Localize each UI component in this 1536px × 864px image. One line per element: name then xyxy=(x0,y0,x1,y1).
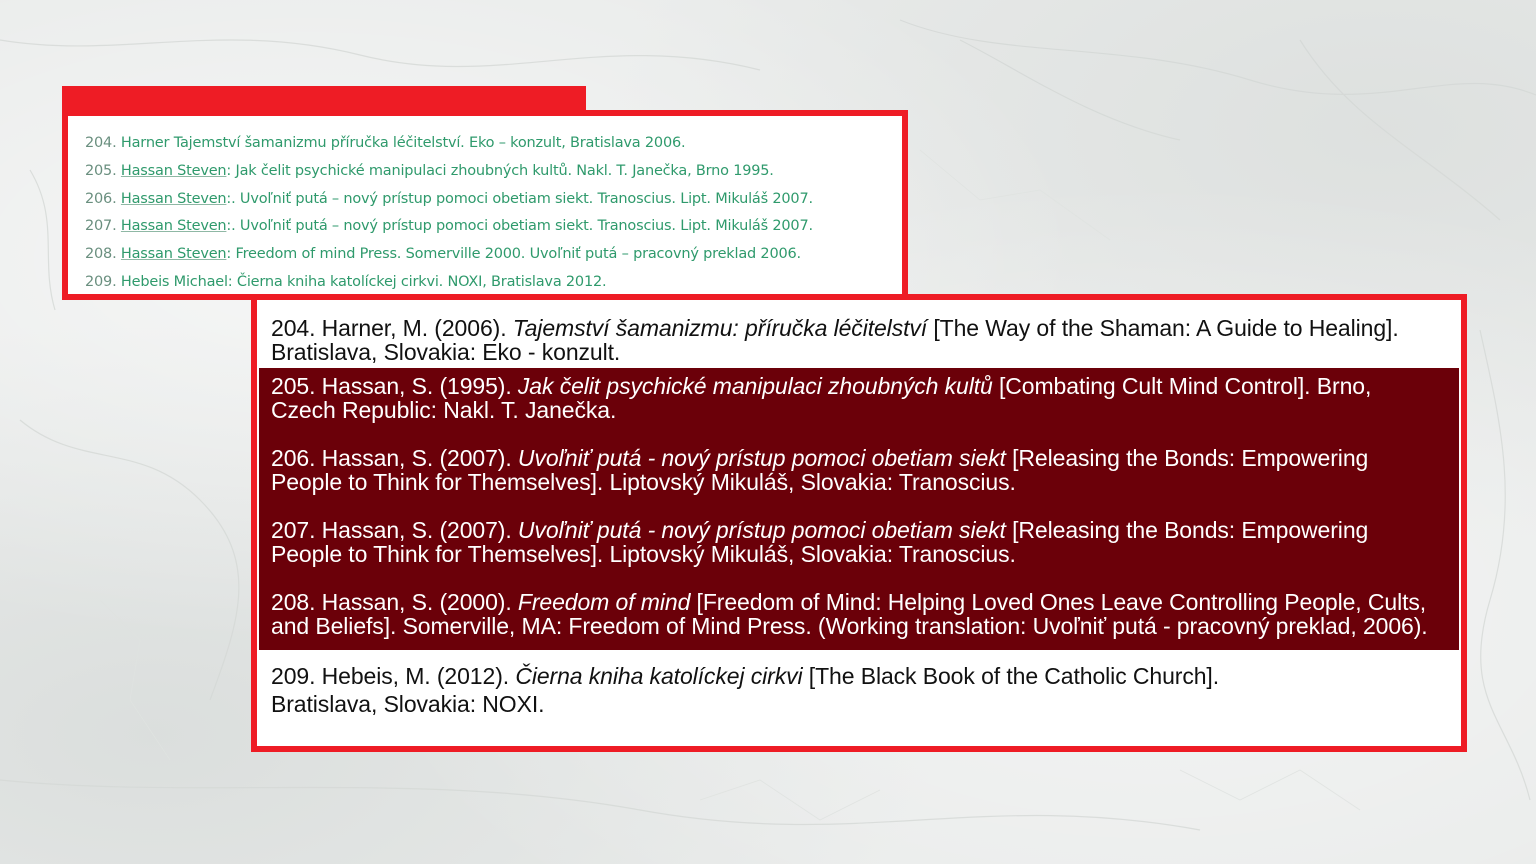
corrected-reference-208 xyxy=(259,590,1459,638)
reference-title: Tajemství šamanizmu: příručka léčitelství xyxy=(512,315,928,341)
corrected-reference-205 xyxy=(259,374,1459,422)
reference-lead: 205. Hassan, S. (1995). xyxy=(271,373,518,399)
reference-number: 204. xyxy=(85,135,117,151)
original-reference-207 xyxy=(85,213,892,241)
reference-author-link[interactable]: Hassan Steven xyxy=(120,162,227,179)
corrected-reference-206 xyxy=(259,446,1459,494)
reference-details: [Freedom of Mind: Helping Loved Ones Leave Controlling People, Cults, and Beliefs]. Somerville, MA: Freedom of Mind Press. (Working translation: Uvoľniť putá - pracovný preklad, 2006). xyxy=(271,589,1428,639)
reference-lead: 209. Hebeis, M. (2012). xyxy=(271,663,516,689)
original-reference-205 xyxy=(85,158,892,186)
reference-number: 206. xyxy=(85,190,117,207)
reference-title: Freedom of mind xyxy=(517,589,691,615)
original-references-list xyxy=(85,130,892,297)
reference-text: : Jak čelit psychické manipulaci zhoubných kultů. Nakl. T. Janečka, Brno 1995. xyxy=(226,162,774,179)
original-reference-208 xyxy=(85,241,892,269)
reference-number: 208. xyxy=(85,246,117,263)
original-reference-206 xyxy=(85,186,892,214)
reference-text: :. Uvoľniť putá – nový prístup pomoci obetiam siekt. Tranoscius. Lipt. Mikuláš 2007. xyxy=(226,218,813,235)
original-reference-204 xyxy=(85,130,892,158)
reference-details: [Releasing the Bonds: Empowering People to Think for Themselves]. Liptovský Mikuláš, Slovakia: Tranoscius. xyxy=(271,517,1369,567)
reference-lead: 206. Hassan, S. (2007). xyxy=(271,445,518,471)
reference-text: : Freedom of mind Press. Somerville 2000. Uvoľniť putá – pracovný preklad 2006. xyxy=(226,246,801,263)
reference-author-link[interactable]: Hassan Steven xyxy=(120,190,227,207)
reference-author-link[interactable]: Hassan Steven xyxy=(120,218,227,235)
reference-details: [The Black Book of the Catholic Church]. xyxy=(802,663,1220,689)
reference-details: [The Way of the Shaman: A Guide to Healing]. Bratislava, Slovakia: Eko - konzult. xyxy=(271,315,1399,365)
reference-text: Hebeis Michael: Čierna kniha katolíckej cirkvi. NOXI, Bratislava 2012. xyxy=(120,273,607,290)
corrected-reference-209 xyxy=(259,650,1459,718)
reference-title: Uvoľniť putá - nový prístup pomoci obetiam siekt xyxy=(517,445,1006,471)
corrected-references-content xyxy=(259,302,1459,744)
corrected-reference-204 xyxy=(259,302,1459,366)
reference-number: 207. xyxy=(85,218,117,235)
reference-details-line2: Bratislava, Slovakia: NOXI. xyxy=(271,691,545,717)
reference-details: [Combating Cult Mind Control]. Brno, Czech Republic: Nakl. T. Janečka. xyxy=(271,373,1372,423)
reference-lead: 208. Hassan, S. (2000). xyxy=(271,589,518,615)
corrected-references-panel xyxy=(251,294,1467,752)
reference-details: [Releasing the Bonds: Empowering People to Think for Themselves]. Liptovský Mikuláš, Slovakia: Tranoscius. xyxy=(271,445,1369,495)
reference-author-link[interactable]: Hassan Steven xyxy=(120,246,227,263)
reference-title: Jak čelit psychické manipulaci zhoubných kultů xyxy=(517,373,993,399)
original-reference-209 xyxy=(85,269,892,297)
reference-title: Čierna kniha katolíckej cirkvi xyxy=(515,663,803,689)
reference-lead: 204. Harner, M. (2006). xyxy=(271,315,513,341)
corrected-reference-207 xyxy=(259,518,1459,566)
reference-lead: 207. Hassan, S. (2007). xyxy=(271,517,518,543)
highlighted-references-block xyxy=(259,368,1459,650)
original-references-panel xyxy=(62,110,908,300)
reference-text: :. Uvoľniť putá – nový prístup pomoci obetiam siekt. Tranoscius. Lipt. Mikuláš 2007. xyxy=(226,190,813,207)
reference-number: 205. xyxy=(85,162,117,179)
reference-number: 209. xyxy=(85,273,117,290)
reference-text: Harner Tajemství šamanizmu příručka léčitelství. Eko – konzult, Bratislava 2006. xyxy=(120,135,686,151)
reference-title: Uvoľniť putá - nový prístup pomoci obetiam siekt xyxy=(517,517,1006,543)
